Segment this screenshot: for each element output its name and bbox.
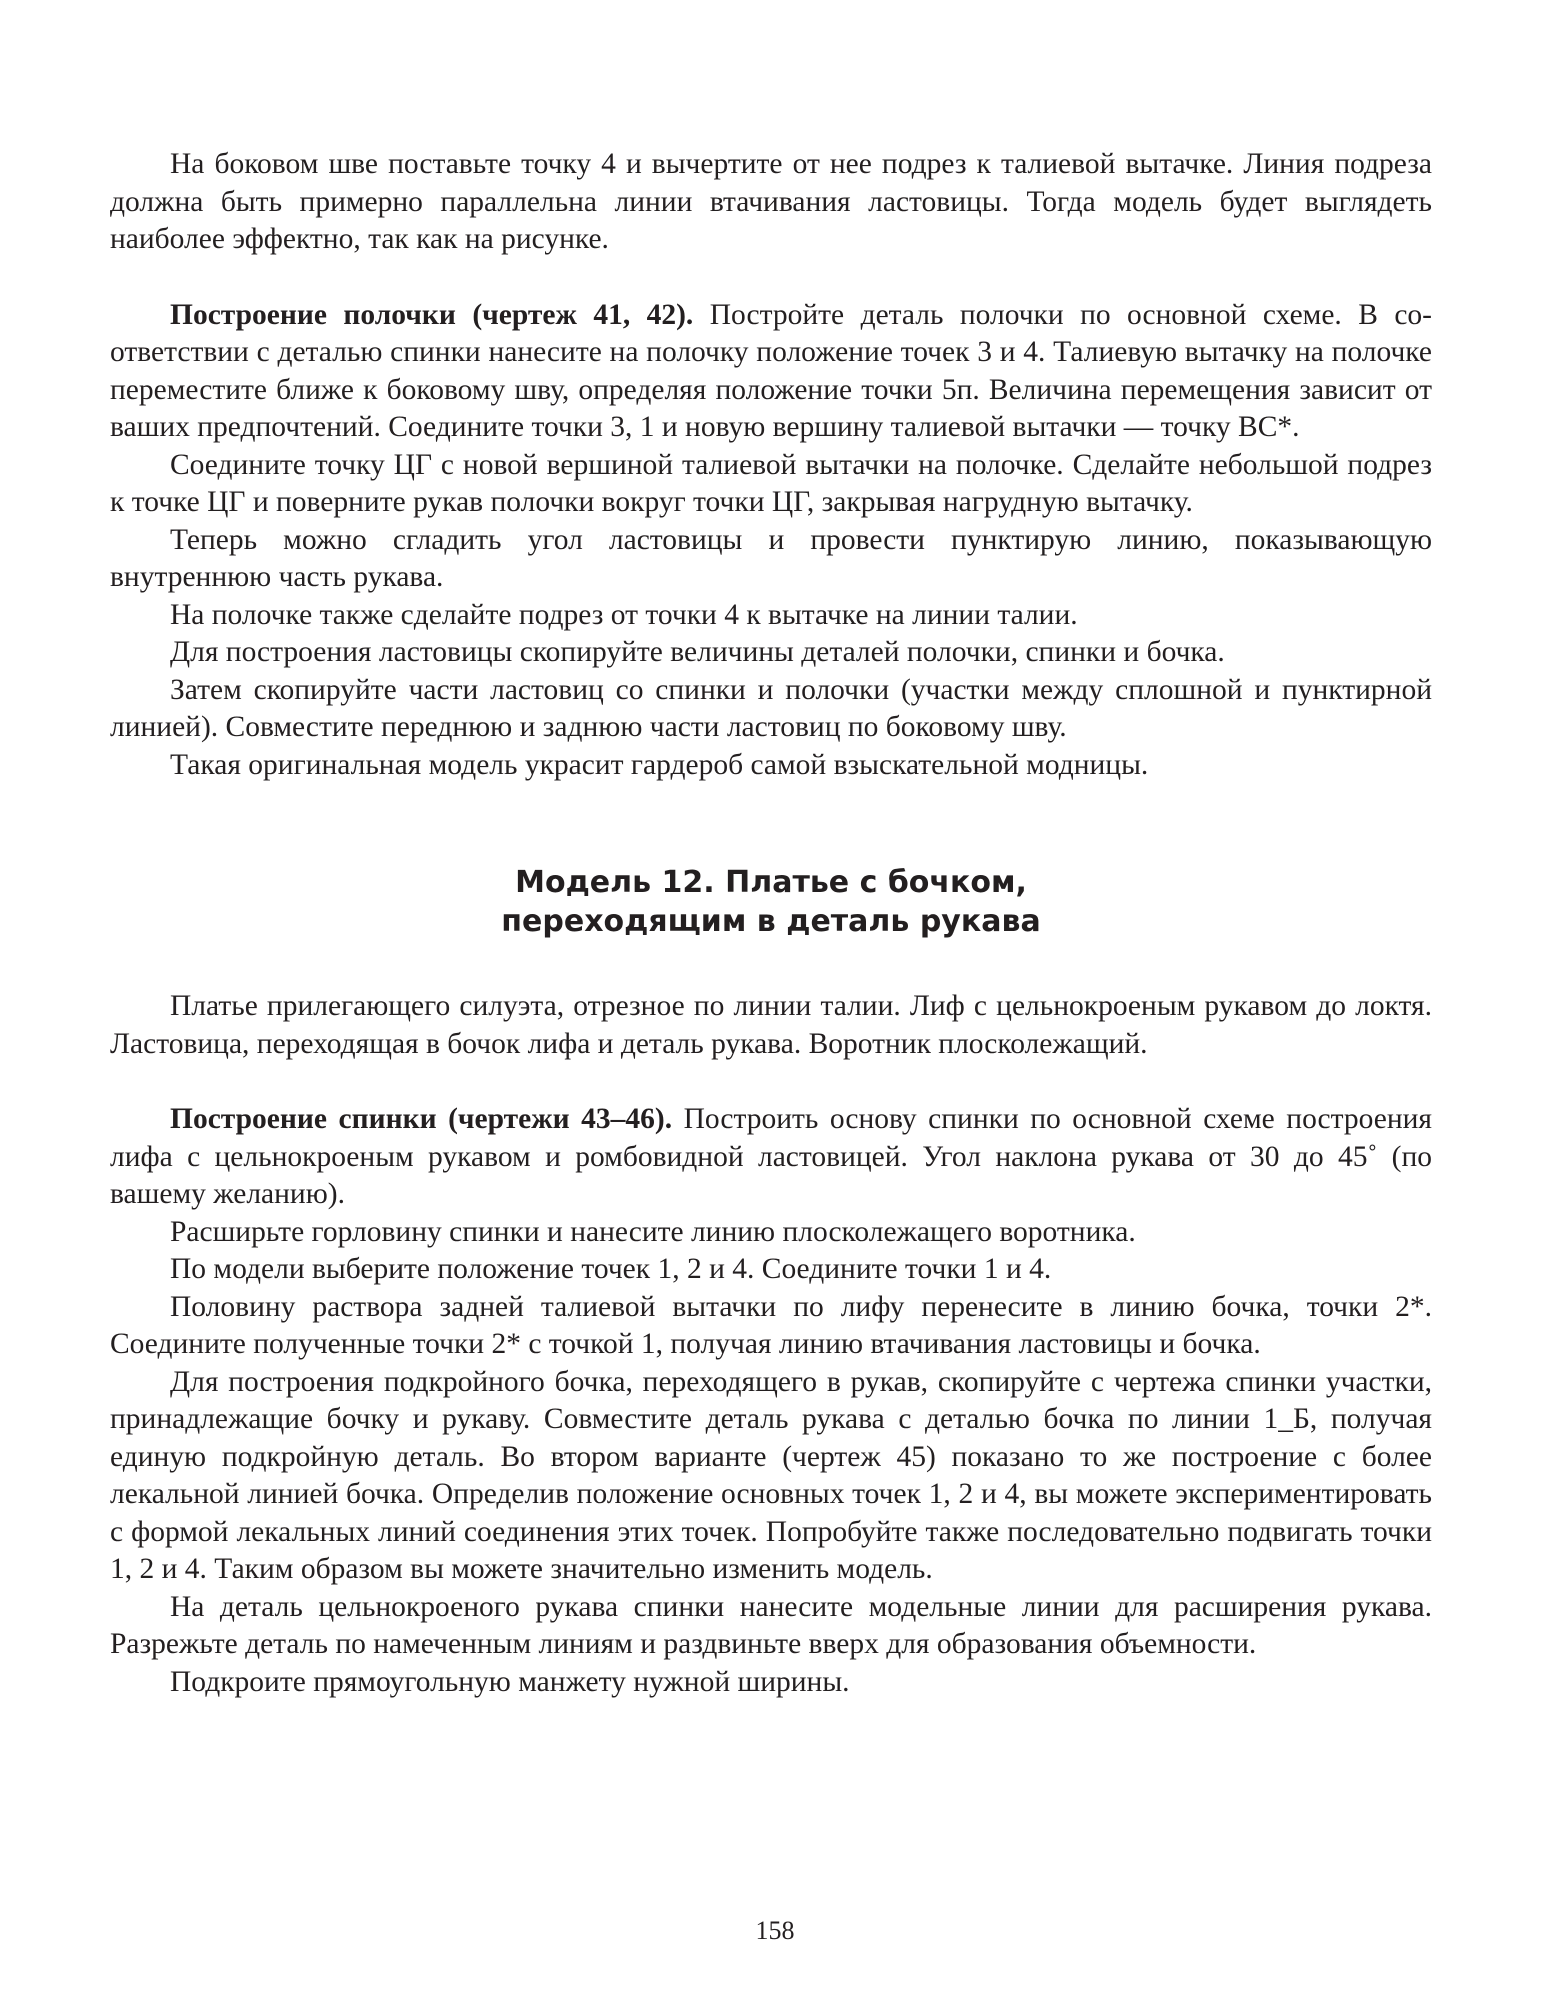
paragraph-front-construction-title: Построение полочки (чертеж 41, 42). [170,298,694,331]
paragraph-back-construction-title: Построение спинки (чертежи 43–46). [170,1103,673,1135]
paragraph-sleeve-expansion: На деталь цельнокроеного рукава спинки нанесите модельные линии для расширения рукава. Разрежьте деталь по намеченным линиям и раздвиньте вверх для образования объемности. [110,1590,1432,1660]
paragraph-points: По модели выберите положение точек 1, 2 и 4. Соедините точки 1 и 4. [170,1253,1052,1285]
paragraph-front-construction [110,297,1432,447]
paragraph-gusset-copy: Для построения ластовицы скопируйте величины деталей полочки, спинки и бочка. [170,636,1225,668]
section-heading-line1: Модель 12. Платье с бочком, [515,865,1027,900]
paragraph-neckline: Расширьте горловину спинки и нанесите линию плосколежащего воротника. [170,1215,1136,1248]
paragraph-connect-points: Соедините точку ЦГ с новой вершиной талиевой вытачки на полочке. Сделайте небольшой подрез к точке ЦГ и поверните рукав полочки вокруг точки ЦГ, закрывая нагрудную вытачку. [110,448,1432,518]
paragraph-cuff: Подкроите прямоугольную манжету нужной ширины. [170,1665,850,1698]
section-heading-line2: переходящим в деталь рукава [501,904,1041,939]
paragraph-gusset-parts: Затем скопируйте части ластовиц со спинки и полочки (участки между сплошной и пунктирной линией). Совместите переднюю и заднюю части ластовиц по боковому шву. [110,673,1432,743]
paragraph-side-panel: Для построения подкройного бочка, переходящего в рукав, скопируйте с чертежа спинки участки, принадлежащие бочку и рукаву. Совместите деталь рукава с деталью бочка по линии 1_Б, получая единую подкройную деталь. Во втором варианте (чертеж 45) показано то же построение с более лекальной линией бочка. Определив положение основных точек 1, 2 и 4, вы можете экспериментировать с формой лекальных линий соединения этих точек. Попробуйте также последовательно подвигать точки 1, 2 и 4. Таким образом вы можете значительно изменить модель. [110,1365,1432,1585]
paragraph-back-construction [110,1101,1432,1214]
section-heading [110,863,1432,941]
paragraph-conclusion: Такая оригинальная модель украсит гардероб самой взыскательной модницы. [170,748,1149,781]
page-number: 158 [755,1916,795,1945]
paragraph-front-cut: На полочке также сделайте подрез от точки 4 к вытачке на линии талии. [170,598,1078,631]
paragraph-front-construction-text: Постройте деталь полочки по основной схеме. В соответствии с деталью спинки нанесите на полочку положение точек 3 и 4. Талиевую вытачку на полочке переместите ближе к боковому шву, определяя положение точки 5п. Величина перемещения зависит от ваших предпочтений. Соедините точки 3, 1 и новую вершину талиевой вытачки — точку ВС*. [110,298,1432,443]
paragraph-dart-transfer: Половину раствора задней талиевой вытачки по лифу перенесите в линию бочка, точки 2*. Соедините полученные точки 2* с точкой 1, получая линию втачивания ластовицы и бочка. [110,1290,1432,1360]
paragraph-dress-description: Платье прилегающего силуэта, отрезное по линии талии. Лиф с цельнокроеным рукавом до локтя. Ластовица, переходящая в бочок лифа и деталь рукава. Воротник плосколежащий. [110,990,1432,1060]
paragraph-back-construction-text: Построить основу спинки по основной схеме построения лифа с цельнокроеным рукавом и ромбовидной ластовицей. Угол наклона рукава от 30 до 45˚ (по вашему желанию). [110,1103,1432,1210]
paragraph-smooth-gusset: Теперь можно сгладить угол ластовицы и провести пунктирую линию, показывающую внутреннюю часть рукава. [110,523,1432,593]
page-body [110,146,1432,1701]
paragraph-side-seam: На боковом шве поставьте точку 4 и вычертите от нее подрез к талиевой вытачке. Линия подреза должна быть примерно параллельна линии втачивания ластовицы. Тогда модель будет выглядеть наиболее эффектно, так как на рисунке. [110,148,1432,255]
